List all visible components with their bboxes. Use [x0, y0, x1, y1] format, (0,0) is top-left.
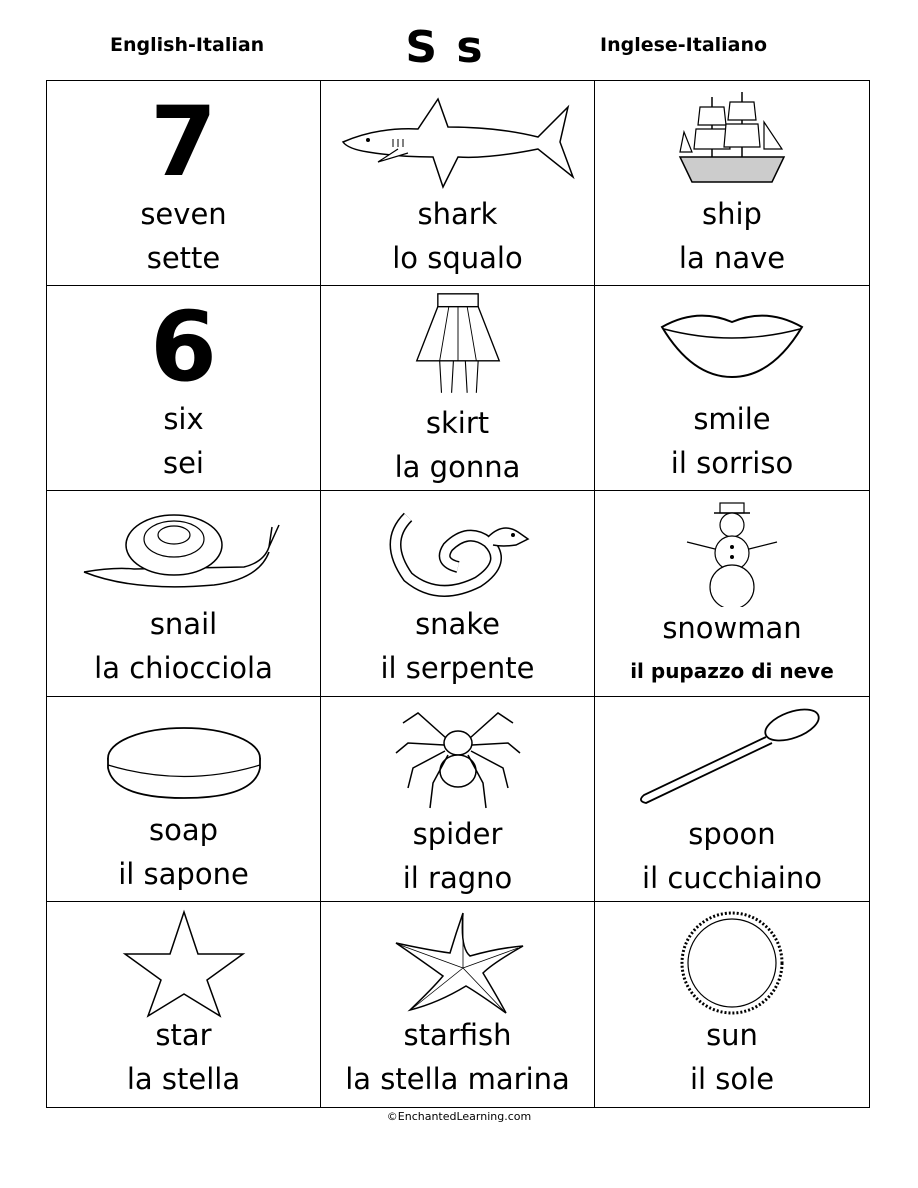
number-six-picture: 6 — [150, 291, 217, 404]
italian-word: il ragno — [402, 860, 513, 895]
card-sun — [595, 902, 869, 1107]
english-word: soap — [148, 812, 219, 847]
starfish-icon — [321, 908, 594, 1018]
italian-word: il sorriso — [670, 446, 794, 481]
vocabulary-grid — [46, 80, 870, 1108]
italian-word: il pupazzo di neve — [630, 659, 834, 684]
page-title: S s — [405, 22, 485, 73]
italian-word: sette — [146, 241, 221, 275]
card-spoon — [595, 697, 869, 902]
card-starfish — [321, 902, 595, 1107]
snail-icon — [47, 497, 320, 607]
spider-icon — [321, 703, 594, 813]
italian-word: la chiocciola — [94, 651, 273, 686]
italian-word: il serpente — [380, 651, 535, 686]
english-word: ship — [702, 197, 762, 231]
skirt-icon — [321, 292, 594, 402]
italian-word: la nave — [678, 241, 786, 275]
card-skirt — [321, 286, 595, 491]
english-word: sun — [706, 1017, 758, 1052]
italian-word: la gonna — [394, 450, 521, 485]
card-star — [47, 902, 321, 1107]
number-seven-picture: 7 — [150, 86, 217, 198]
card-snail — [47, 491, 321, 696]
card-six — [47, 286, 321, 491]
smile-icon — [595, 292, 869, 402]
italian-word: lo squalo — [392, 241, 523, 275]
shark-icon — [321, 87, 594, 197]
snake-icon — [321, 497, 594, 607]
italian-word: la stella marina — [345, 1061, 570, 1096]
card-seven — [47, 81, 321, 286]
card-shark — [321, 81, 595, 286]
english-word: snail — [149, 607, 218, 642]
card-spider — [321, 697, 595, 902]
english-word: spider — [412, 816, 503, 851]
card-soap — [47, 697, 321, 902]
card-snowman — [595, 491, 869, 696]
copyright-footer: ©EnchantedLearning.com — [386, 1110, 532, 1123]
card-smile — [595, 286, 869, 491]
card-snake — [321, 491, 595, 696]
snowman-icon — [595, 497, 869, 607]
english-word: seven — [140, 197, 227, 231]
english-word: star — [155, 1017, 212, 1052]
soap-icon — [47, 703, 320, 813]
english-word: shark — [417, 197, 498, 231]
english-word: starfish — [403, 1017, 512, 1052]
header-right-label: Inglese-Italiano — [600, 34, 768, 56]
italian-word: il cucchiaino — [642, 860, 822, 895]
english-word: snake — [415, 607, 500, 642]
english-word: skirt — [425, 406, 490, 441]
italian-word: il sapone — [118, 856, 249, 891]
english-word: spoon — [688, 816, 776, 851]
english-word: smile — [693, 402, 771, 437]
italian-word: il sole — [689, 1061, 775, 1096]
header-left-label: English-Italian — [110, 34, 265, 56]
ship-icon — [595, 87, 869, 197]
italian-word: la stella — [126, 1061, 241, 1096]
sun-icon — [595, 908, 869, 1018]
english-word: six — [163, 402, 204, 437]
card-ship — [595, 81, 869, 286]
spoon-icon — [595, 703, 869, 813]
italian-word: sei — [162, 446, 204, 481]
star-icon — [47, 908, 320, 1018]
english-word: snowman — [662, 611, 802, 646]
